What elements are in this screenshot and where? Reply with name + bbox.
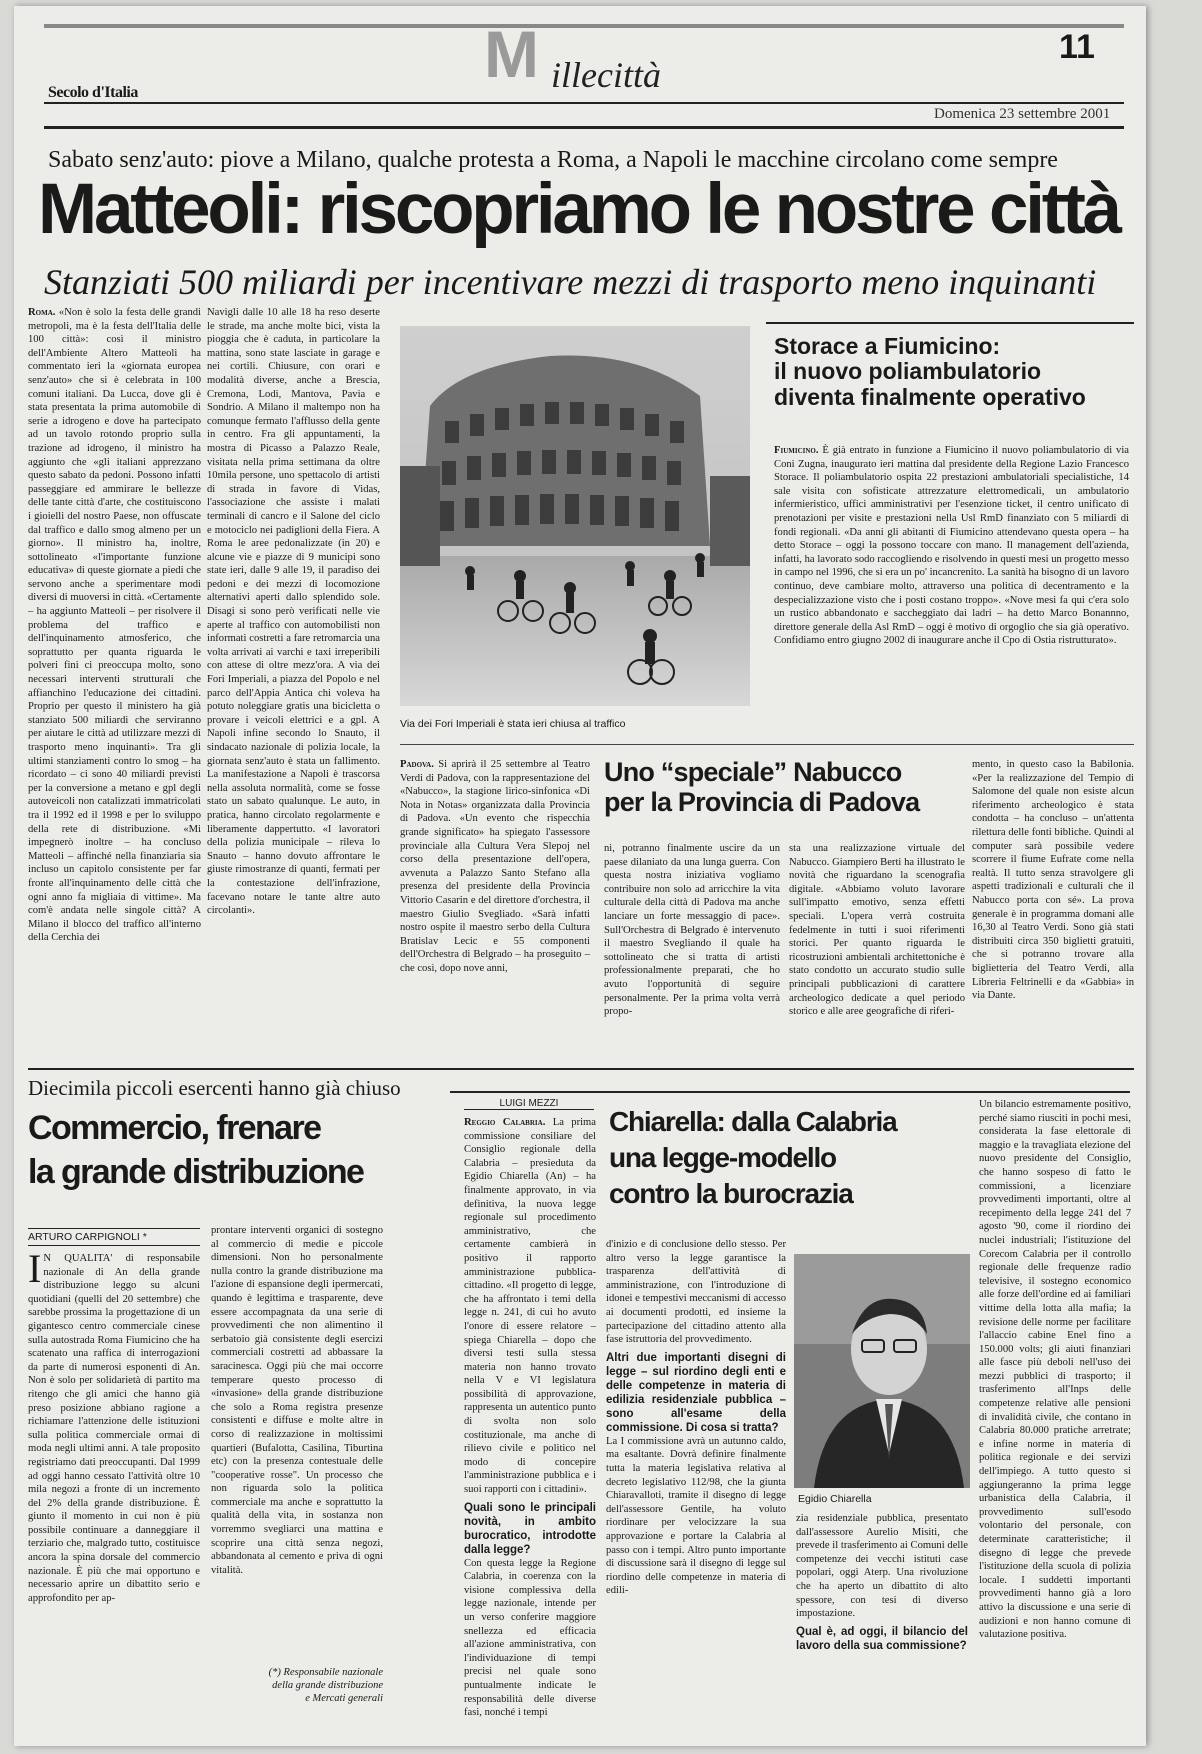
question-3: Qual è, ad oggi, il bilancio del lavoro della sua commissione? [796,1625,968,1652]
chiarella-column-2 [606,1238,786,1744]
dateline: Fiumicino. [774,445,819,456]
main-story-column-2 [207,306,380,1061]
answer-1: Con questa legge la Regione Calabria, in coerenza con la visione complessiva della legge nazionale, intende per un verso conferire maggiore snellezza ed efficacia all'azione amministrativa, con l'individuazione di tempi precisi nel quale sono puntualmente indicate le responsabilità delle diverse fasi, nonché i tempi [464,1557,596,1719]
signature-line-1: (*) Responsabile nazionale [268,1667,383,1678]
chiarella-column-1 [464,1116,596,1719]
bottom-section-rule [28,1068,1134,1070]
newspaper-logo: Secolo d'Italia [48,84,138,101]
storace-top-rule [766,322,1134,324]
issue-date: Domenica 23 settembre 2001 [934,106,1111,122]
commercio-kicker: Diecimila piccoli esercenti hanno già chiuso [28,1076,401,1100]
masthead-bottom-rule [44,126,1124,129]
colosseum-photo-caption: Via dei Fori Imperiali è stata ieri chiusa al traffico [400,718,626,730]
chiarella-column-3 [796,1512,968,1744]
nabucco-column-1 [400,758,590,974]
chiarella-top-rule [450,1091,1130,1093]
chiarella-portrait-photo [794,1254,970,1488]
body-text: È già entrato in funzione a Fiumicino il nuovo poliambulatorio di via Coni Zugna, inaugurato ieri mattina dal presidente della Regione Lazio Francesco Storace. Il poliambulatorio ospita 22 prestazioni ambulatoriali specialistiche, 14 sale visita con sofisticate attrezzature elettromedicali, un ambulatorio infermieristico, uffici amministrativi per l'esenzione ticket, il centro unificato di prenotazioni per visite e prestazioni nella Usl RmD finanziato con 5 miliardi di fondi regionali. «Da anni gli abitanti di Fiumicino attendevano questa opera – ha detto Storace – oggi la possono toccare con mano. Il management dell'azienda, infatti, ha lavorato sodo raccogliendo e risolvendo in questi mesi un progetto messo in campo nel 1996, che si era un po' incancrenito. La sanità ha bisogno di un lavoro continuo, deve cambiare molto, attraverso una politica di decentramento e la despecializzazione visto che i posti costano troppo». «Nove mesi fa qui c'era solo un rustico abbandonato e saccheggiato dai ladri – ha detto Marco Bonannno, direttore generale della Asl RmD – oggi è motivo di orgoglio che sia già operativo. Confidiamo entro giugno 2002 di inaugurare anche il Cpo di Ostia ristrutturato». [774,445,1129,647]
storace-headline-line-1: Storace a Fiumicino: [774,333,1001,359]
main-story-column-1 [28,306,201,1061]
nabucco-top-rule [400,744,1134,745]
body-text: zia residenziale pubblica, presentato dall'assessore Aurelio Misiti, che prevede il trasferimento ai Comuni delle competenze dei vecchi istituti case popolari, oggi Aterp. Una rivoluzione che ha aperto un dibattito di alto spessore, con tesi di diverso impostazione. [796,1513,968,1620]
commercio-byline: ARTURO CARPIGNOLI * [28,1228,200,1246]
question-1: Quali sono le principali novità, in ambito burocratico, introdotte dalla legge? [464,1501,596,1556]
body-text: mento, in questo caso la Babilonia. «Per la realizzazione del Tempio di Salomone del quale non esiste alcun riferimento archeologico è stata condotta – ha concluso – un'attenta rilettura delle fonti bibliche. Quindi al computer sarà possibile vedere scorrere il fiume Eufrate come nella realtà. Il tutto senza stravolgere gli aspetti tradizionali e culturali che il Nabucco porta con sé». La prova generale è in programma domani alle 16,30 al Teatro Verdi. Sono già stati distribuiti circa 350 biglietti gratuiti, che si potranno trovare alla biglietteria del Teatro Verdi, alla Libreria Feltrinelli e da «Gabbia» in via Dante. [972,759,1134,1002]
signature-line-3: e Mercati generali [305,1693,383,1704]
chiarella-column-4 [979,1098,1131,1744]
top-rule [44,24,1124,28]
body-text: ni, potranno finalmente uscire da un paese dilaniato da una lunga guerra. Con questa nostra iniziativa vogliamo contribuire non solo ad arricchire la vita culturale della città di Padova ma anche lanciare un forte messaggio di pace». Sull'Orchestra di Belgrado è intervenuto il maestro Svegliando il quale ha sottolineato che si tratta di artisti professionalmente preparati, che ho avuto l'opportunità di seguire personalmente. Per la prima volta verrà propo- [604,843,780,1018]
main-deck: Stanziati 500 miliardi per incentivare mezzi di trasporto meno inquinanti [44,262,1097,302]
chiarella-headline-line-2: una legge-modello [609,1142,836,1173]
body-text: d'inizio e di conclusione dello stesso. Per altro verso la legge garantisce la trasparenza dell'attività di amministrazione, con l'introduzione di idonei e tempestivi meccanismi di accesso ai documenti prodotti, ed insieme la partecipazione del cittadino attento alla fase istruttoria del provvedimento. [606,1239,786,1346]
storace-headline-line-2: il nuovo poliambulatorio [774,358,1042,385]
chiarella-headline-line-1: Chiarella: dalla Calabria [609,1106,897,1137]
chiarella-headline-line-3: contro la burocrazia [609,1178,853,1209]
colosseum-photo [400,326,750,706]
commercio-signature [211,1666,383,1705]
storace-body [774,444,1129,722]
storace-headline [774,334,1134,410]
body-text: sta una realizzazione virtuale del Nabucco. Giampiero Berti ha illustrato le novità che riguardano la scenografia digitale. «Abbiamo voluto lavorare sull'impatto emotivo, senza effetti speciali. L'opera verrà costruita fedelmente in tutti i suoi riferimenti storici. Per quanto riguarda le ricostruzioni ambientali architettoniche è stato condotto un accurato studio sulle principali pubblicazioni di carattere archeologico dedicate a quel periodo storico e alle aree geografiche di riferi- [789,843,965,1018]
drop-cap: I [28,1246,42,1291]
masthead-rule [44,102,1124,104]
body-text: La prima commissione consiliare del Consiglio regionale della Calabria – presieduta da Egidio Chiarella (An) – ha finalmente approvato, in via definitiva, la nuova legge regionale sul procedimento amministrativo, che certamente cambierà in positivo il rapporto amministrazione pubblica-cittadino. «Il progetto di legge, che ha affrontato i temi della legge n. 241, di cui ho avuto l'onore di essere relatore – spiega Chiarella – dopo che diversi testi sulla stessa materia non hanno trovato nella V e VI legislatura possibilità di approvazione, rappresenta un autentico punto di svolta non solo costituzionale, ma anche di rilievo civile e politico nel modo di concepire l'amministrazione pubblica e i suoi rapporti con i cittadini». [464,1117,596,1496]
commercio-headline-line-2: la grande distribuzione [28,1153,364,1191]
page-number: 11 [1059,28,1095,66]
dateline: Reggio Calabria. [464,1117,546,1128]
signature-line-2: della grande distribuzione [272,1680,383,1691]
dateline: Padova. [400,759,434,770]
body-text: Navigli dalle 10 alle 18 ha reso deserte le strade, ma anche molte bici, vista la pioggia che è caduta, in particolare la mattina, sono state lasciate in garage e nei cortili. Chiusure, con orari e modalità diverse, anche a Brescia, Cremona, Lodi, Mantova, Pavia e Sondrio. A Milano il maltempo non ha comunque fermato l'afflusso della gente in centro. Fra gli appuntamenti, la mostra di Picasso a Palazzo Reale, visitata nella prima settimana da oltre 10mila persone, uno spettacolo di artisti di strada in favore di Vidas, l'associazione che assiste i malati terminali di cancro e il Salone del ciclo e motociclo nei padiglioni della Fiera. A Roma le aree pedonalizzate (in 20) e alcune vie e piazze di 9 municipi sono state ieri, dalle 9 alle 19, il paradiso dei pedoni e dei mezzi di locomozione alternativi aperti dallo splendido sole. Disagi si sono però verificati nelle vie aperte al traffico con automobilisti non informati costretti a fare retromarcia una volta arrivati ai varchi e taxi irreperibili con attese di oltre mezz'ora. A via dei Fori Imperiali, a piazza del Popolo e nel parco dell'Appia Antica chi voleva ha potuto noleggiare gratis una bicicletta o provare i veicoli elettrici e a gpl. A Napoli infine secondo lo Snauto, il sindacato nazionale di polizia locale, la giornata senz'auto è stata un fallimento. La manifestazione a Napoli è trascorsa nella assoluta normalità, come se fosse stato un sabato qualunque. Le auto, in pratica, hanno circolato regolarmente e liberamente dappertutto. «I lavoratori della polizia municipale – rileva lo Snauto – hanno dovuto affrontare le giuste rimostranze di quanti, fermati per la contestazione dell'infrazione, facevano notare le tante altre auto circolanti». [207,307,380,917]
dateline: Roma. [28,307,56,318]
newspaper-page [14,6,1146,1746]
nabucco-column-4 [972,758,1134,1052]
storace-headline-line-3: diventa finalmente operativo [774,383,1086,410]
nabucco-headline [604,758,964,817]
nabucco-column-3 [789,842,965,1052]
answer-2: La I commissione avrà un autunno caldo, ma esaltante. Dovrà definire finalmente tutta la materia legislativa relativa al decreto legislativo 112/98, che la giunta Chiaravalloti, tramite il disegno di legge dell'assessore Gentile, ha voluto riordinare per velocizzare la sua approvazione e portare la Calabria al passo con i tempi. Altro punto importante di discussione sarà il disegno di legge sul riordino delle competenze in materia di edili- [606,1435,786,1597]
commercio-column-1 [28,1246,200,1732]
body-text: prontare interventi organici di sostegno al commercio di medie e piccole dimensioni. Non ho personalmente nulla contro la grande distribuzione ma l'azione di espansione degli ipermercati, quando è legittima e trasparente, deve essere accompagnata da una serie di provvedimenti che non alimentino il serbatoio già consistente degli esercizi commerciali costretti ad abbassare la saracinesca. Oggi più che mai occorre temperare questo processo di «invasione» della grande distribuzione che solo a Roma registra presenze consistenti e diffuse e molte altre in corso di realizzazione in moltissimi quartieri (Bufalotta, Casilina, Tiburtina etc) con la presenza contestuale delle "cooperative rosse". Un processo che non riguarda solo la politica commerciale ma anche e soprattutto la qualità della vita, in sostanza non vorremmo svegliarci una mattina e scoprire una città senza negozi, abbandonata al cemento e priva di ogni vitalità. [211,1225,383,1576]
body-text: «Non è solo la festa delle grandi metropoli, ma è la festa dell'Italia delle 100 città»: così il ministro dell'Ambiente Altero Matteoli ha commentato ieri la «giornata europea senz'auto» che si è celebrata in 100 comuni italiani. Da Lucca, dove gli è stata presentata la prima automobile di serie a idrogeno e dove ha partecipato ad un tavolo rotondo proprio sulla trazione ad idrogeno, il ministro ha aggiunto che «gli italiani apprezzano questo sabato da pedoni. Possono infatti passeggiare ed ammirare le bellezze delle tante città d'arte, che costituiscono i gioielli del nostro Paese, non offuscate dal traffico e dallo smog almeno per un giorno». Il ministro ha, inoltre, sottolineato «l'importante funzione educativa» di queste giornate a piedi che servono anche a sperimentare modi diversi di muoversi in città. «Certamente – ha aggiunto Matteoli – per risolvere il problema del traffico e dell'inquinamento atmosferico, che soprattutto per quanta riguarda le polveri fini ci preoccupa molto, sono necessari interventi strutturali che affianchino l'educazione dei cittadini. Proprio per questo il ministero ha già stanziato 500 miliardi che serviranno per aiutare le città ad utilizzare mezzi di trasporto meno inquinanti». Tra gli ultimi stanziamenti contro lo smog – ha ricordato – ci sono 40 miliardi previsti per la conversione a metano e gpl degli autoveicoli non catalizzati immatricolati tra il 1992 ed il 1998 e per lo sviluppo della rete di distribuzione. «Mi impegnerò inoltre – ha concluso Matteoli – affinché nella finanziaria sia incluso un capitolo consistente per far fronte all'inquinamento delle città che ogni anno fa migliaia di vittime». Ma com'è andata nelle singole città? A Milano il blocco del traffico all'interno della Cerchia dei [28,307,201,944]
colosseum-photo-image [400,326,750,706]
chiarella-headline [609,1104,969,1212]
commercio-headline-line-1: Commercio, frenare [28,1109,321,1147]
body-text: Si aprirà il 25 settembre al Teatro Verdi di Padova, con la rappresentazione del «Nabucco», la stagione lirico-sinfonica «Di Nota in Notas» organizzata dalla Provincia di Padova. «Un evento che rispecchia grande significato» ha spiegato l'assessore provinciale alla Cultura Vera Slepoj nel corso della presentazione dell'opera, avvenuta a Palazzo Santo Stefano alla presenza del presidente della Provincia Vittorio Casarin e del direttore d'orchestra, il maestro Giulio Svegliado. «Sarà infatti nostro ospite il maestro serbo della Cultura Bratislav Lecic e 55 componenti dell'Orchestra di Belgrado – ha proseguito – che così, dopo nove anni, [400,759,590,974]
chiarella-portrait-image [794,1254,970,1488]
section-title: illecittà [551,55,661,95]
nabucco-headline-line-1: Uno “speciale” Nabucco [604,757,902,787]
question-2: Altri due importanti disegni di legge – sul riordino degli enti e delle competenze in materia di edilizia residenziale pubblica – sono all'esame della commissione. Di cosa si tratta? [606,1351,786,1434]
nabucco-column-1-continued [400,886,596,1052]
commercio-headline [28,1106,408,1194]
chiarella-photo-caption: Egidio Chiarella [798,1493,872,1505]
main-kicker: Sabato senz'auto: piove a Milano, qualche protesta a Roma, a Napoli le macchine circolano come sempre [48,147,1058,173]
body-text: Un bilancio estremamente positivo, perché siamo riusciti in pochi mesi, considerata la fase elettorale di maggio e la travagliata elezione del nuovo presidente del Consiglio, che hanno sospeso di fatto le commissioni, a licenziare provvedimenti importanti, oltre al recepimento della legge 241 del 7 agosto '90, come il riordino dei nuclei industriali; l'istituzione del Corecom Calabria per il controllo regionale delle frequenze radio televisive, il sostegno economico alle forze dell'ordine ed ai familiari vittime della lotta alla mafia; la revisione delle norme per facilitare l'allaccio cabine Enel fino a 150.000 volts; gli aiuti finanziari alle fasce più deboli nell'uso dei mezzi pubblici di trasporto; il trasferimento all'Inps delle competenze relative alle pensioni di invalidità civile, che contano in Calabria 80.000 pratiche arretrate; e infine norme in materia di politica regionale e dei servizi dell'impiego. A tutto questo si aggiungeranno la prima legge urbanistica della Calabria, il provvedimento sull'esodo volontario del personale, con determinate caratteristiche; il disegno di legge che prevede l'istituzione della scuola di polizia locale. I suddetti importanti provvedimenti hanno già a loro attivo la discussione e una serie di audizioni e non hanno comune di valutazione positiva. [979,1099,1131,1641]
main-headline: Matteoli: riscopriamo le nostre città [38,170,1119,249]
body-text: N QUALITA' di responsabile nazionale di An della grande distribuzione leggo su alcuni quotidiani (quelli del 20 settembre) che sarebbe prossima la progettazione di un gigantesco centro commerciale cinese sulla autostrada Roma Fiumicino che ha scatenato una raffica di interrogazioni da parte di numerosi esponenti di An. Non è solo per solidarietà di partito ma ritengo che gli amici che hanno già preso posizione abbiano ragione a richiamare l'attenzione delle istituzioni sulla politica commerciale ormai di moda negli ultimi anni. A tale proposito registriamo dati preoccupanti. Dal 1999 ad oggi hanno cessato l'attività oltre 10 mila negozi a fronte di un incremento del 2% della grande distribuzione. È giunto il momento in cui non è più possibile continuare a danneggiare il terziario che, malgrado tutto, costituisce ancora la spina dorsale del commercio nazionale. È più che mai opportuno e necessario aprire un dibattito serio e approfondito per ap- [28,1253,200,1604]
commercio-column-2 [211,1224,383,1664]
section-title-initial: M [484,17,535,91]
chiarella-author: LUIGI MEZZI [464,1098,594,1110]
nabucco-column-2 [604,842,780,1052]
nabucco-headline-line-2: per la Provincia di Padova [604,786,920,817]
